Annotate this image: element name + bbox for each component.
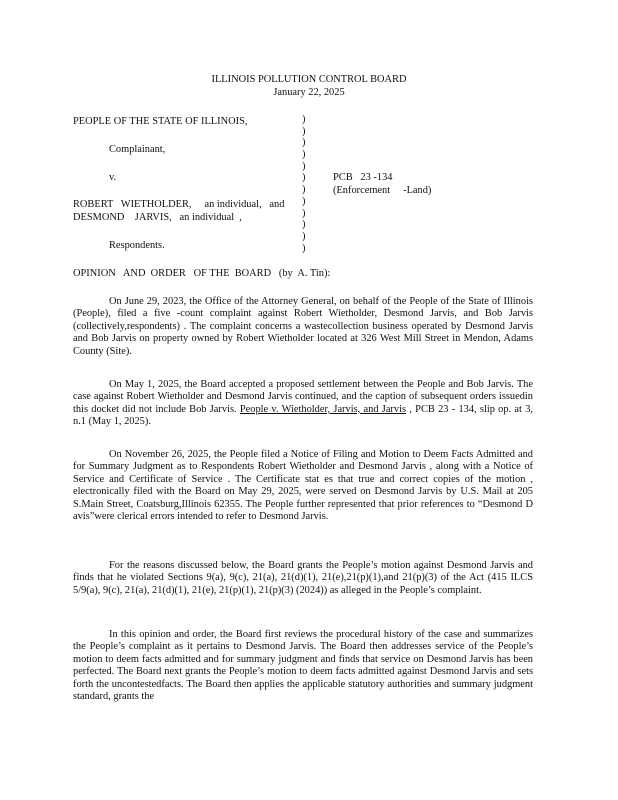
versus-label: v. (109, 172, 117, 183)
paren: ) (302, 125, 306, 137)
paragraph-5 (73, 629, 533, 703)
paren: ) (302, 195, 306, 207)
paragraph-3 (73, 449, 533, 523)
defendant-line-2: DESMOND JARVIS, an individual , (73, 212, 242, 223)
paren: ) (302, 149, 306, 161)
paragraph-text: In this opinion and order, the Board first reviews the procedural history of the case and summarizes the People’s complaint as it pertains to Desmond Jarvis. The Board then addresses service of the People’s motion to deem facts admitted and for summary judgment and finds that service on Desmond Jarvis has been perfected. The Board next grants the People’s motion to deem facts admitted against Desmond Jarvis and sets forth the uncontestedfacts. The Board then applies the applicable statutory authorities and summary judgment standard, grants the (73, 629, 533, 703)
paren: ) (302, 160, 306, 172)
paragraph-2 (73, 379, 533, 429)
paragraph-text: On November 26, 2025, the People filed a Notice of Filing and Motion to Deem Facts Admitted and for Summary Judgment as to Respondents Robert Wietholder and Desmond Jarvis , along with a Notice of Service and Certificate of Service . The Certificate stat es that true and correct copies of the motion , electronically filed with the Board on May 29, 2025, were served on Desmond Jarvis by U.S. Mail at 205 S.Main Street, Coatsburg,Illinois 62355. The People further represented that prior references to “Desmond D avis”were clerical errors intended to refer to Desmond Jarvis. (73, 449, 533, 523)
respondents-label: Respondents. (109, 240, 165, 251)
paren: ) (302, 172, 306, 184)
plaintiff-name: PEOPLE OF THE STATE OF ILLINOIS, (73, 116, 248, 127)
case-number: PCB 23 -134 (333, 172, 393, 183)
paren: ) (302, 114, 306, 125)
paragraph-1 (73, 296, 533, 358)
complainant-label: Complainant, (109, 144, 166, 155)
paragraph-text: For the reasons discussed below, the Board grants the People’s motion against Desmond Jarvis and finds that he violated Sections 9(a), 9(c), 21(a), 21(d)(1), 21(e),21(p)(1),and 21(p)(3) of the Act (415 ILCS 5/9(a), 9(c), 21(a), 21(d)(1), 21(e), 21(p)(1), 21(p)(3) (2024)) as alleged in the People’s complaint. (73, 560, 533, 596)
case-citation: People v. Wietholder, Jarvis, and Jarvis (239, 403, 407, 415)
opinion-heading: OPINION AND ORDER OF THE BOARD (by A. Tin): (73, 268, 331, 279)
case-type: (Enforcement -Land) (333, 185, 432, 196)
caption-parentheses (302, 114, 312, 254)
paragraph-4 (73, 560, 533, 597)
board-name: ILLINOIS POLLUTION CONTROL BOARD (211, 74, 407, 85)
order-date: January 22, 2025 (273, 87, 345, 98)
paren: ) (302, 219, 306, 231)
citation-tail: , PCB 23 - 134, slip op. at 3, n.1 (May 1, 2025). (73, 403, 533, 428)
defendant-line-1: ROBERT WIETHOLDER, an individual, and (73, 199, 285, 210)
paren: ) (302, 137, 306, 149)
paragraph-text: On May 1, 2025, the Board accepted a proposed settlement between the People and Bob Jarvis. The case against Robert Wietholder and Desmond Jarvis continued, and the caption of subsequent orders issuedin this docket did not include Bob Jarvis. (73, 379, 533, 415)
paragraph-text: On June 29, 2023, the Office of the Attorney General, on behalf of the People of the State of Illinois (People), filed a five -count complaint against Robert Wietholder, Desmond Jarvis, and Bob Jarvis (collectively,respondents) . The complaint concerns a wastecollection business operated by Desmond Jarvis and Bob Jarvis on property owned by Robert Wietholder located at 326 West Mill Street in Mendon, Adams County (Site). (73, 296, 533, 357)
paren: ) (302, 207, 306, 219)
paren: ) (302, 242, 306, 254)
paren: ) (302, 184, 306, 196)
paren: ) (302, 230, 306, 242)
